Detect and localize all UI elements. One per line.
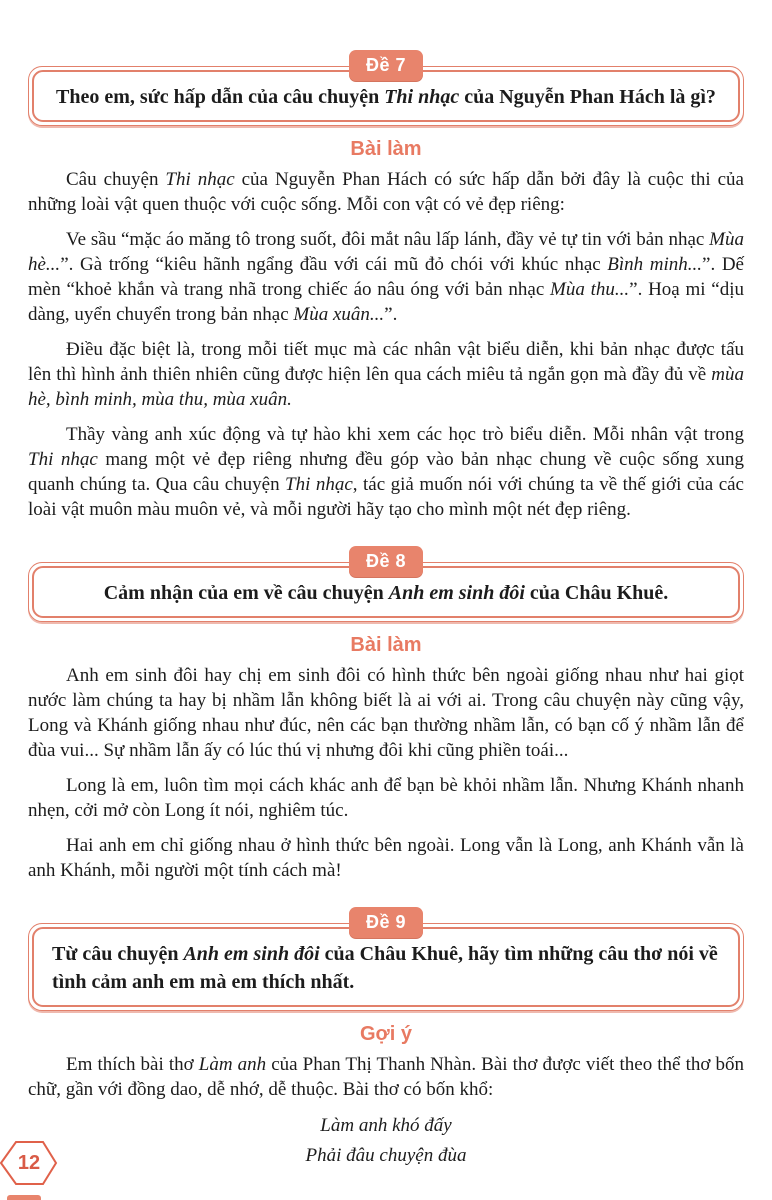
text-run: ”. Hoạ mi “dịu dàng, uyển chuyển trong bản nhạc	[28, 279, 745, 325]
exercise-badge: Đề 7	[349, 50, 423, 81]
essay-body	[28, 167, 744, 522]
section-heading: Bài làm	[350, 138, 422, 160]
text-run: Anh em sinh đôi hay chị em sinh đôi có hình thức bên ngoài giống nhau như hai giọt nước làm chúng ta hay bị nhầm lẫn không biết là ai với ai. Trong câu chuyện này cũng vậy, Long và Khánh giống nhau như đúc, nên các bạn thường nhầm lẫn, có bạn cố ý nhầm lẫn để đùa vui... Sự nhầm lẫn ấy có lúc thú vị nhưng đôi khi cũng phiền toái...	[28, 665, 744, 761]
italic-text-run: mùa hè, bình minh, mùa thu, mùa xuân.	[28, 364, 744, 410]
text-run: Theo em, sức hấp dẫn của câu chuyện	[56, 86, 385, 108]
paragraph	[28, 167, 744, 217]
poem-line	[28, 1142, 744, 1170]
section-heading: Bài làm	[350, 634, 422, 656]
text-run: Điều đặc biệt là, trong mỗi tiết mục mà các nhân vật biểu diễn, khi bản nhạc được tấu lên thì hình ảnh thiên nhiên cũng được hiện lên qua cách miêu tả ngắn gọn mà đầy đủ về	[28, 339, 744, 385]
italic-text-run: Thi nhạc	[384, 86, 460, 108]
exercise-title-box-inner	[32, 927, 740, 1007]
italic-text-run: Thi nhạc	[28, 449, 98, 470]
text-run: ”.	[384, 304, 398, 325]
italic-text-run: Mùa thu...	[550, 279, 630, 300]
exercise-badge: Đề 8	[349, 546, 423, 577]
paragraph	[28, 833, 744, 883]
italic-text-run: Mùa xuân...	[293, 304, 385, 325]
exercise-title	[52, 940, 720, 996]
exercise-section-de-7	[28, 50, 744, 522]
paragraph	[28, 337, 744, 412]
text-run: , tác giả muốn nói với chúng ta về thế giới của các loài vật muôn màu muôn vẻ, và mỗi người hãy tạo cho mình một nét đẹp riêng.	[28, 474, 744, 520]
paragraph	[28, 773, 744, 823]
text-run: Ve sầu “mặc áo măng tô trong suốt, đôi mắt nâu lấp lánh, đầy vẻ tự tin với bản nhạc	[66, 229, 710, 250]
text-run: ”. Gà trống “kiêu hãnh ngẩng đầu với cái mũ đỏ chói với khúc nhạc	[60, 254, 608, 275]
page-number: 12	[17, 1151, 41, 1174]
italic-text-run: Thi nhạc	[285, 474, 353, 495]
italic-text-run: Làm anh	[198, 1054, 267, 1075]
paragraph	[28, 227, 744, 327]
essay-body	[28, 1052, 744, 1170]
italic-text-run: Bình minh...	[607, 254, 703, 275]
paragraph	[28, 663, 744, 763]
paragraph	[28, 1052, 744, 1102]
essay-body	[28, 663, 744, 883]
text-run: Em thích bài thơ	[66, 1054, 199, 1075]
exercise-section-de-9	[28, 907, 744, 1170]
italic-text-run: Phải đâu chuyện đùa	[305, 1145, 467, 1166]
text-run: Từ câu chuyện	[52, 943, 184, 965]
italic-text-run: Anh em sinh đôi	[183, 943, 320, 965]
badge-row	[28, 907, 744, 938]
text-run: Long là em, luôn tìm mọi cách khác anh để bạn bè khỏi nhầm lẫn. Nhưng Khánh nhanh nhẹn, cởi mở còn Long ít nói, nghiêm túc.	[28, 775, 744, 821]
text-run: của Nguyễn Phan Hách có sức hấp dẫn bởi đây là cuộc thi của những loài vật quen thuộc với cuộc sống. Mỗi con vật có vẻ đẹp riêng:	[28, 169, 744, 215]
exercise-badge: Đề 9	[349, 907, 423, 938]
text-run: Câu chuyện	[66, 169, 166, 190]
text-run: Hai anh em chỉ giống nhau ở hình thức bên ngoài. Long vẫn là Long, anh Khánh vẫn là anh Khánh, mỗi người một tính cách mà!	[28, 835, 744, 881]
exercise-title	[52, 83, 720, 111]
paragraph	[28, 422, 744, 522]
text-run: ”. Dế mèn “khoẻ khắn và trang nhã trong chiếc áo nâu óng với bản nhạc	[28, 254, 744, 300]
text-run: của Châu Khuê.	[524, 582, 669, 604]
text-run: của Châu Khuê, hãy tìm những câu thơ nói về tình cảm anh em mà em thích nhất.	[52, 943, 718, 993]
exercise-section-de-8	[28, 546, 744, 883]
text-run: của Nguyễn Phan Hách là gì?	[459, 86, 716, 108]
text-run: Cảm nhận của em về câu chuyện	[103, 582, 389, 604]
italic-text-run: Thi nhạc	[165, 169, 235, 190]
section-heading: Gợi ý	[359, 1023, 412, 1045]
page-number-badge	[0, 1139, 58, 1187]
badge-row	[28, 50, 744, 81]
poem-line	[28, 1112, 744, 1140]
italic-text-run: Mùa hè...	[28, 229, 744, 275]
text-run: mang một vẻ đẹp riêng nhưng đều góp vào bản nhạc chung về cuộc sống xung quanh chúng ta. Qua câu chuyện	[28, 449, 745, 495]
exercise-title	[52, 579, 720, 607]
italic-text-run: Anh em sinh đôi	[388, 582, 525, 604]
text-run: của Phan Thị Thanh Nhàn. Bài thơ được viết theo thể thơ bốn chữ, gần với đồng dao, dễ nhớ, dễ thuộc. Bài thơ có bốn khổ:	[28, 1054, 744, 1100]
text-run: Thầy vàng anh xúc động và tự hào khi xem các học trò biểu diễn. Mỗi nhân vật trong	[66, 424, 744, 445]
decorative-corner-shape	[7, 1195, 41, 1200]
badge-row	[28, 546, 744, 577]
italic-text-run: Làm anh khó đấy	[320, 1115, 452, 1136]
